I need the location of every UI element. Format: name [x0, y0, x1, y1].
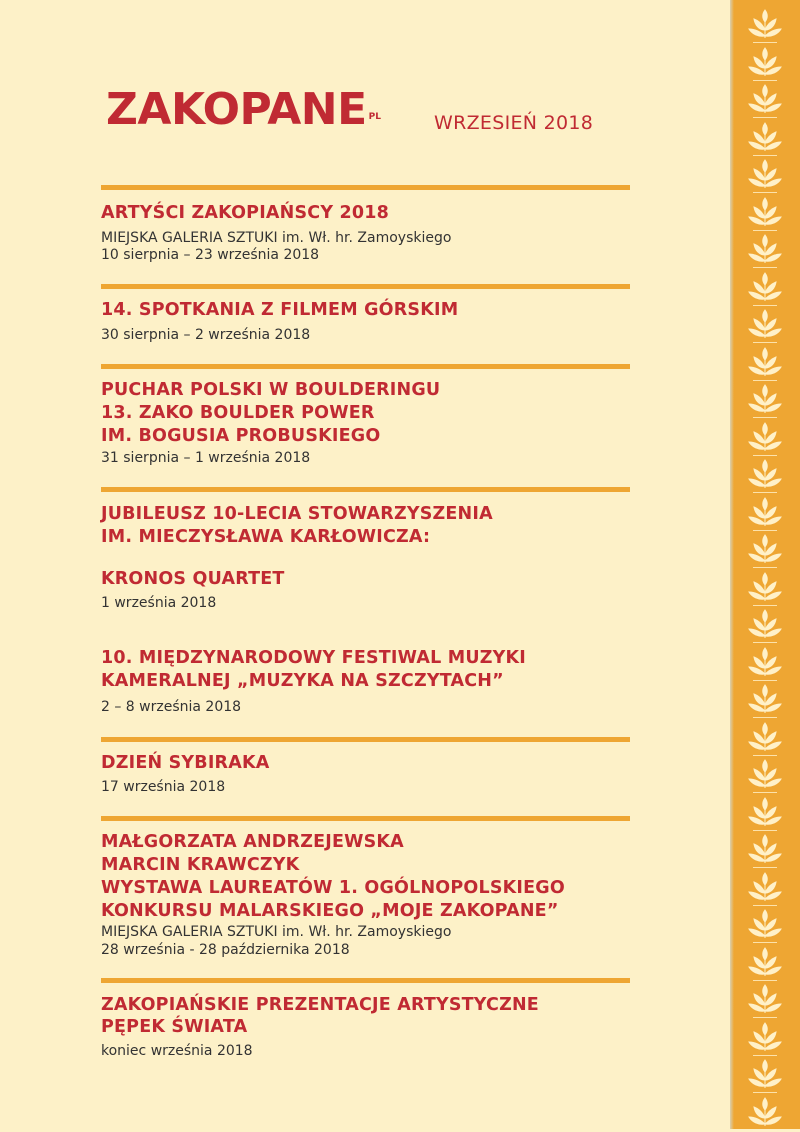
- tulip-ornament-icon: [745, 721, 785, 753]
- event-title: DZIEŃ SYBIRAKA: [101, 753, 270, 773]
- tulip-ornament-icon: [745, 683, 785, 715]
- subevent-date: 2 – 8 września 2018: [101, 699, 242, 715]
- event-title: ARTYŚCI ZAKOPIAŃSCY 2018: [101, 203, 390, 223]
- event-title: PUCHAR POLSKI W BOULDERINGU: [101, 380, 441, 400]
- event-date: 17 września 2018: [101, 779, 226, 795]
- tulip-ornament-icon: [745, 796, 785, 828]
- event-date: koniec września 2018: [101, 1043, 253, 1059]
- tulip-ornament-icon: [745, 46, 785, 78]
- tulip-ornament-icon: [745, 946, 785, 978]
- section-divider: [101, 978, 630, 983]
- event-date: 10 sierpnia – 23 września 2018: [101, 247, 320, 263]
- tulip-ornament-icon: [745, 496, 785, 528]
- event-title: JUBILEUSZ 10-LECIA STOWARZYSZENIA: [101, 504, 493, 524]
- event-title: PĘPEK ŚWIATA: [101, 1017, 248, 1037]
- event-title: MAŁGORZATA ANDRZEJEWSKA: [101, 832, 404, 852]
- tulip-ornament-icon: [745, 8, 785, 40]
- tulip-ornament-icon: [745, 871, 785, 903]
- tulip-ornament-icon: [745, 421, 785, 453]
- logo-text: ZAKOPANE: [106, 84, 367, 135]
- tulip-ornament-icon: [745, 346, 785, 378]
- tulip-ornament-icon: [745, 983, 785, 1015]
- tulip-ornament-icon: [745, 1021, 785, 1053]
- event-venue: MIEJSKA GALERIA SZTUKI im. Wł. hr. Zamoyskiego: [101, 230, 452, 246]
- section-divider: [101, 487, 630, 492]
- event-title: 14. SPOTKANIA Z FILMEM GÓRSKIM: [101, 300, 459, 320]
- section-divider: [101, 284, 630, 289]
- decorative-border: [730, 0, 800, 1129]
- event-title: 13. ZAKO BOULDER POWER: [101, 403, 375, 423]
- tulip-ornament-icon: [745, 121, 785, 153]
- section-divider: [101, 737, 630, 742]
- tulip-ornament-icon: [745, 833, 785, 865]
- event-venue: MIEJSKA GALERIA SZTUKI im. Wł. hr. Zamoyskiego: [101, 924, 452, 940]
- subevent-date: 1 września 2018: [101, 595, 217, 611]
- event-title: WYSTAWA LAUREATÓW 1. OGÓLNOPOLSKIEGO: [101, 878, 565, 898]
- zakopane-logo: [106, 86, 381, 134]
- tulip-ornament-icon: [745, 758, 785, 790]
- tulip-ornament-icon: [745, 1096, 785, 1128]
- event-title: KONKURSU MALARSKIEGO „MOJE ZAKOPANE”: [101, 901, 559, 921]
- section-divider: [101, 185, 630, 190]
- event-date: 28 września - 28 października 2018: [101, 942, 350, 958]
- month-heading: WRZESIEŃ 2018: [434, 112, 594, 134]
- tulip-ornament-icon: [745, 383, 785, 415]
- tulip-ornament-icon: [745, 458, 785, 490]
- event-title: ZAKOPIAŃSKIE PREZENTACJE ARTYSTYCZNE: [101, 995, 539, 1015]
- tulip-ornament-icon: [745, 233, 785, 265]
- logo-suffix: PL: [368, 112, 381, 122]
- tulip-ornament-icon: [745, 571, 785, 603]
- event-title: IM. BOGUSIA PROBUSKIEGO: [101, 426, 381, 446]
- subevent-title: 10. MIĘDZYNARODOWY FESTIWAL MUZYKI: [101, 648, 526, 668]
- event-date: 30 sierpnia – 2 września 2018: [101, 327, 311, 343]
- event-title: MARCIN KRAWCZYK: [101, 855, 300, 875]
- section-divider: [101, 364, 630, 369]
- event-title: IM. MIECZYSŁAWA KARŁOWICZA:: [101, 527, 431, 547]
- tulip-ornament-icon: [745, 533, 785, 565]
- tulip-ornament-icon: [745, 646, 785, 678]
- tulip-ornament-icon: [745, 83, 785, 115]
- subevent-title: KAMERALNEJ „MUZYKA NA SZCZYTACH”: [101, 671, 504, 691]
- subevent-title: KRONOS QUARTET: [101, 569, 285, 589]
- event-date: 31 sierpnia – 1 września 2018: [101, 450, 311, 466]
- tulip-ornament-icon: [745, 1058, 785, 1090]
- tulip-ornament-icon: [745, 158, 785, 190]
- tulip-ornament-icon: [745, 271, 785, 303]
- tulip-ornament-icon: [745, 308, 785, 340]
- tulip-ornament-icon: [745, 908, 785, 940]
- tulip-ornament-icon: [745, 196, 785, 228]
- tulip-ornament-icon: [745, 608, 785, 640]
- section-divider: [101, 816, 630, 821]
